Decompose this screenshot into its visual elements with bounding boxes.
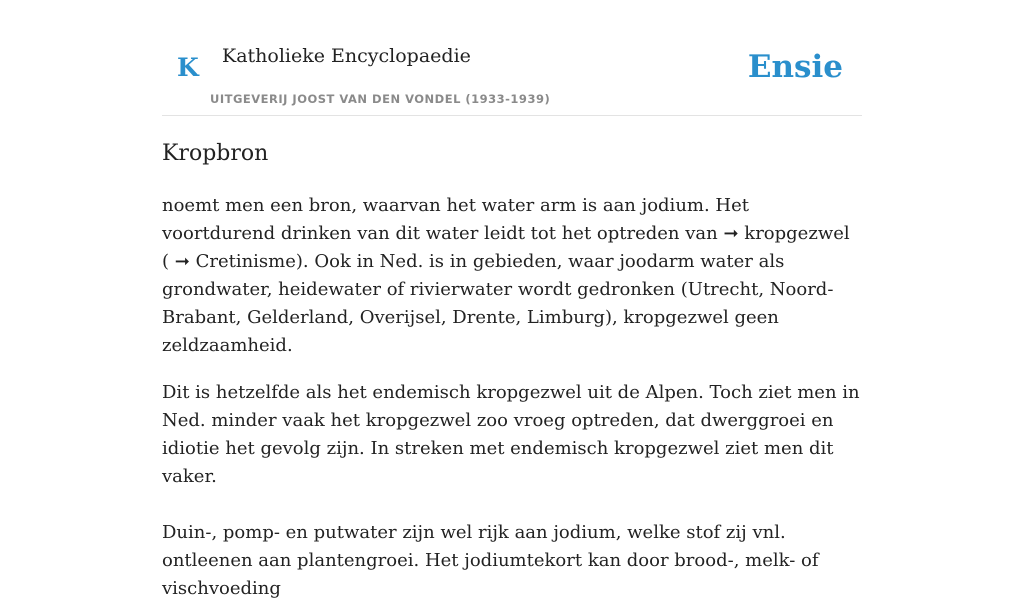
arrow-right-icon: ➞	[723, 223, 739, 244]
article	[162, 140, 862, 603]
paragraph-text: ). Ook in Ned. is in gebieden, waar joodarm water als grondwater, heidewater of rivierwater wordt gedronken (Utrecht, Noord-Brabant, Gelderland, Overijsel, Drente, Limburg), kropgezwel geen zeldzaamheid.	[162, 251, 834, 356]
link-cretinisme[interactable]: Cretinisme	[189, 251, 296, 272]
article-title: Kropbron	[162, 141, 269, 166]
paragraph-text: (	[162, 251, 175, 272]
article-paragraph: Dit is hetzelfde als het endemisch kropgezwel uit de Alpen. Toch ziet men in Ned. minder vaak het kropgezwel zoo vroeg optreden, dat dwerggroei en idiotie het gevolg zijn. In streken met endemisch kropgezwel ziet men dit vaker.	[162, 382, 860, 487]
publisher-label: UITGEVERIJ JOOST VAN DEN VONDEL (1933-1939)	[210, 92, 551, 106]
site-logo-icon[interactable]: K	[177, 53, 199, 82]
article-paragraph	[162, 192, 862, 360]
brand-logo[interactable]: Ensie	[747, 49, 843, 85]
arrow-right-icon: ➞	[174, 251, 190, 272]
link-kropgezwel[interactable]: kropgezwel	[738, 223, 850, 244]
article-paragraph: Duin-, pomp- en putwater zijn wel rijk aan jodium, welke stof zij vnl. ontleenen aan plantengroei. Het jodiumtekort kan door brood-, melk- of vischvoeding	[162, 522, 819, 599]
site-title[interactable]: Katholieke Encyclopaedie	[222, 45, 471, 67]
paragraph-text: noemt men een bron, waarvan het water arm is aan jodium. Het voortdurend drinken van dit water leidt tot het optreden van	[162, 195, 750, 244]
site-header	[162, 30, 862, 116]
